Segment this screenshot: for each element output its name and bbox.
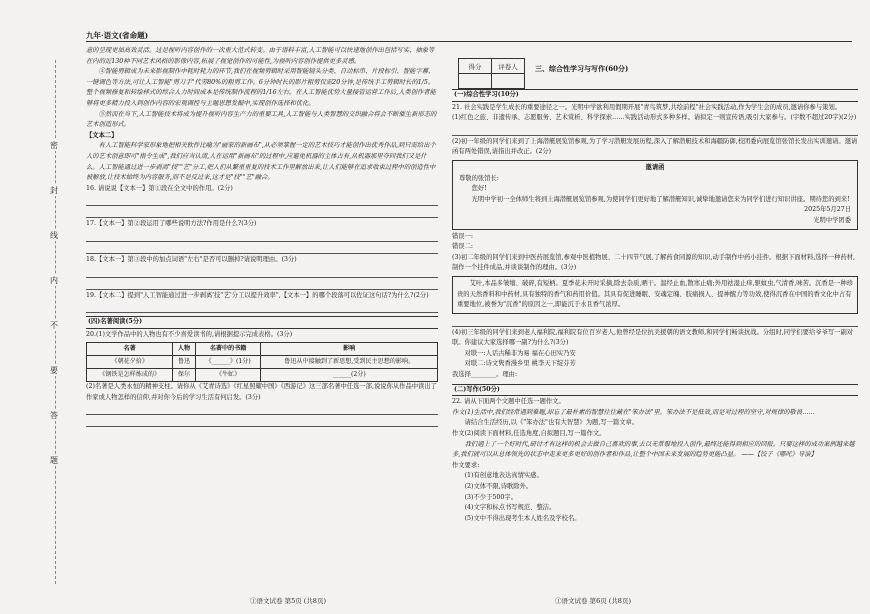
table-cell: 《朝花夕拾》 [87,356,173,369]
page-header: 九年·语文(省命题) [86,31,149,40]
answer-line-20b[interactable] [86,416,438,427]
invitation-greeting: 尊敬的张馆长: [459,174,499,182]
grader-label: 评卷人 [492,59,525,74]
seal-char-3: 线 [44,230,64,241]
essay-option-1: 作文(1)生活中,我们经常遇到难题,却忘了最朴素的智慧往往藏在"笨办法"里。笨办法不是低效,而是对过程的坚守,对规律的敬畏…… [452,408,815,416]
section-4-title: (四)名著阅读(5分) [86,316,438,329]
essay-requirement: (1)有创意地表达真情实感。 [464,472,543,480]
question-17: 17.【文本一】第②段运用了哪些说明方法?作用是什么?(3分) [86,220,257,228]
essay-requirements-title: 作文要求: [452,461,480,469]
table-header: 名著中的书籍 [195,343,261,356]
invitation-hello: 您好! [471,185,487,193]
section-3-title: 三、综合性学习与写作(60分) [535,64,629,73]
essay-requirement: (4)文字和标点书写规范、整洁。 [464,504,556,512]
table-cell: 《牛虻》 [195,369,261,382]
couplet-choice[interactable]: 我选择________。理由: [452,371,518,379]
left-column [86,46,438,428]
footer-left: ①语文试卷 第5页 (共8页) [250,597,326,605]
invitation-body: 光明中学初一全体师生将到上海潜艇展览馆参观,为使同学们更好地了解潜艇知识,诚挚地邀请您来为同学们进行知识讲座。期待您的到来! [471,195,850,203]
text1-para2: ④智能剪辑成为未来影视制作中耗时耗力的环节,我们在视频剪辑时采用智能镜头分类、自动标串、片段标引、智能字幕、一键调色等方法,可让人工智能"剪刀手"代劳80%的粗剪工作。6分钟时长的影片粗剪仅需20分钟,是传统手工剪辑时长的1/5。整个视频修复和转绘样式的综合人力时间成本是传统制作流程的1/16左右。在人工智能优势大量接管运营工作后,人类创作者能够将更多精力投入到创作内容的宏观调控与主题思想发掘中,实现创作选择和优化。 [86,68,436,107]
right-column [452,86,858,524]
score-box [458,58,525,89]
table-header: 影响 [261,343,438,356]
question-18: 18.【文本一】第③段中的加点词语"左右"是否可以删掉?请说明理由。(3分) [86,255,297,263]
question-16: 16. 请说说【文本一】第①段在全文中的作用。(2分) [86,184,233,192]
table-row [87,369,438,382]
couplet-1: 对联一:人话古稀非为易 福在心田实乃安 [464,349,576,357]
table-cell: 鲁迅 [173,356,195,369]
answer-line-18b[interactable] [86,279,438,290]
invitation-letter [452,160,858,230]
reading-table [86,342,438,382]
essay-option-2: 作文(2)阅读下面材料,任选角度,自拟题目,写一篇作文。 [452,430,606,438]
footer-right: ①语文试卷 第6页 (共8页) [555,597,631,605]
header-rule [86,41,852,42]
seal-char-1: 密 [44,140,64,151]
question-20-1: 20.(1)文学作品中的人物也有不少喜爱读书的,请根据提示完成表格。(3分) [86,330,293,338]
table-cell: 《钢铁是怎样炼成的》 [87,369,173,382]
subsection-2-title: (二)写作(50分) [452,384,858,397]
text1-para1: 意的呈现更加高效灵活。这是视听内容创作的一次重大范式转变。由于语料丰富,人工智能可以快速地创作出包括写实、抽象等在内的近130种不同艺术风格的影像内容,拓展了视觉创作的可能性,为视听内容创作提供更多灵感。 [86,47,435,65]
text2-label: 【文本二】 [86,131,118,139]
essay-requirement: (5)文中不得出现考生本人姓名及学校名。 [464,514,581,522]
answer-line-19a[interactable] [86,302,438,313]
question-19: 19.【文本二】提到"人工智能通过进一步剥离'技''艺'分工以提升效率",【文本一】的哪个段落可以佐证这句话?为什么?(2分) [86,291,429,299]
table-cell: 鲁迅从中接触到了新思想,受到民主思想的影响。 [261,356,438,369]
invitation-date: 2025年5月27日 [804,206,851,214]
table-header-row [87,343,438,356]
error-2[interactable]: 错误二: [452,243,474,251]
score-label: 得分 [459,59,492,74]
text1-para3: ⑤然而在当下,人工智能技术将成为提升视听内容生产力的重要工具,人工智能与人类智慧的交织融合将会不断催生新形态的艺术创造形式。 [86,110,437,129]
answer-line-16b[interactable] [86,207,438,218]
table-cell[interactable]: 《______》(1分) [195,356,261,369]
invitation-title: 邀请函 [645,163,665,171]
material-box [452,276,858,314]
seal-char-5: 不 [44,320,64,331]
question-21-1: (1)红色之旅、非遗传承、志愿服务、艺术赏析、科学探索……实践活动形式多种多样。请拟定一则宣传语,吸引大家参与。(字数不超过20字)(2分) [452,114,857,122]
seal-char-4: 内 [44,275,64,286]
table-row [87,356,438,369]
answer-line-18a[interactable] [86,267,438,278]
question-21-2: (2)初一年级的同学们来到了上海潜艇展览馆参观,为了学习潜艇发展历程,深入了解潜艇技术和海疆防御,校团委向展览馆张馆长发出实训邀请。邀请函有两处错误,请指出并改正。(2分) [452,137,858,156]
question-21: 21. 社会实践是学生成长的重要途径之一。光明中学欲利用假期开展"青鸟筑梦,共绘前程"社会实践活动,作为学生会的成员,邀请你参与策划。 [452,103,842,111]
answer-line-16a[interactable] [86,195,438,206]
text2-body: 有人工智能科学家形象地把相关软件比喻为"画家的新画布",从必须掌握一定的艺术技巧才能创作出优秀作品,到只需给出个人的艺术创意即可"指令生成",我们应当认清,人在运用"新画布"的过程中,应避免机器的主体占有,从机器那里夺回我们又是什么。人工智能通过进一步剥离"技""艺"分工,把人们从繁重重复的技术工作里解放出来,让人们能够在追求收束过程中的创造性中被解放,让技术始终为内容服务,而不是反过来,这才是"技""艺"融合。 [86,142,436,182]
seal-char-7: 答 [44,410,64,421]
error-1[interactable]: 错误一: [452,232,474,240]
answer-line-20a[interactable] [86,404,438,415]
seal-char-8: 题 [44,455,64,466]
table-header: 人物 [173,343,195,356]
essay-requirement: (3)不少于500字。 [464,493,518,501]
answer-line-17b[interactable] [86,243,438,254]
question-22: 22. 请从下面两个文题中任选一题作文。 [452,398,565,406]
material-text: 艾叶,本品多皱缩、破碎,有短柄。夏季花未开时采摘,除去杂质,晒干。温经止血,散寒止痛;外用祛湿止痒,驱蚊虫,气清香,味苦。沉香是一种珍贵的天然香料和中药材,具有独特的香气和药用价值。其具有促进睡眠、安魂定魄、肢痛损人、提神醒力等功效,使得沉香在中国的香文化中占有重要地位,被誉为"沉香"的原因之一,即能沉于水且香气浓厚。 [457,279,853,309]
question-21-3: (3)初二年级的同学们来到中医药展览馆,参观中医植物展、二十四节气展,了解药食同源的知识,动手制作中药小挂件。根据下面材料,选择一种药材,制作一个挂件成品,并谈谈制作的理由。(3分) [452,253,856,272]
invitation-sign: 光明中学团委 [813,216,851,224]
essay-requirement: (2)文体不限,诗歌除外。 [464,483,533,490]
essay-option-1-prompt: 请结合生活经历,以《"笨办法"也有大智慧》为题,写一篇文章。 [464,419,639,427]
table-header: 名著 [87,343,173,356]
answer-line-21-3[interactable] [452,316,858,327]
table-cell: 保尔 [173,369,195,382]
essay-option-2-material: 我们遇上了一个好时代,研讨才有这样的机会去做自己喜欢的事,去以无常鬃地投入创作,最终还能得到相应的回报。只要这样的成功案例越来越多,我们就可以从总体领先的状态中走来更多更好的创作者和作品,让整个中国未来发展的趋势更能凸显。 ——【饺子《哪吒》导演】 [452,440,855,459]
answer-line-17a[interactable] [86,231,438,242]
seal-char-2: 封 [44,185,64,196]
question-21-4: (4)初三年级的同学们来到老人福利院,福利院有位百岁老人,他曾经是位抗美援朝的语文教师,和同学们畅谈抗战。分组时,同学们要给爷爷写一副对联。你建议大家选择哪一副?为什么?(3分) [452,328,854,347]
answer-line-21-1[interactable] [452,125,858,136]
subsection-1-title: (一)综合性学习(10分) [452,89,858,102]
question-20-2: (2)名著是人类永恒的精神支柱。请你从《艾青诗选》《红星照耀中国》《西游记》这三部名著中任选一部,说说你从作品中读出了作家或人物怎样的信仰,并对你今后的学习生活有何启发。(3分) [86,383,437,401]
table-cell[interactable]: ______(2分) [261,369,438,382]
seal-char-6: 要 [44,365,64,376]
couplet-2: 对联二:诗文隽香漫乡里 桃李天下绽芬芳 [464,360,576,368]
